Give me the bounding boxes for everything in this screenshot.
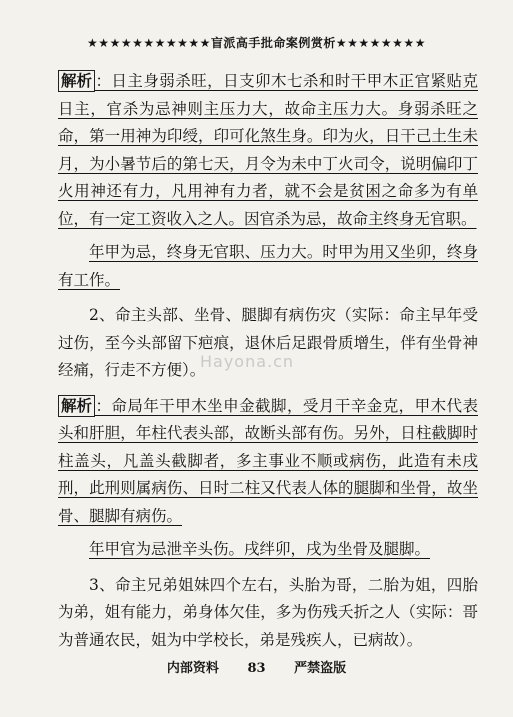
analysis-paragraph-1: [58, 68, 478, 233]
footer-left-text: 内部资料: [166, 661, 219, 676]
year-note-1: 年甲为忌，终身无官职、压力大。时甲为用又坐卯，终身有工作。: [58, 243, 478, 289]
watermark: Hayona.cn: [200, 352, 295, 371]
page-number: 83: [247, 661, 266, 676]
footer-right-text: 严禁盗版: [294, 661, 347, 676]
analysis-paragraph-2: [58, 393, 478, 531]
analysis-label-1: 解析: [58, 70, 95, 92]
page-footer: [0, 657, 513, 676]
year-note-2: 年甲官为忌泄辛头伤。戌绊卯，戌为坐骨及腿脚。: [89, 540, 431, 558]
analysis-text-2: ：命局年干甲木坐申金截脚，受月干辛金克，甲木代表头和肝胆，年柱代表头部，故断头部有伤。另外，日柱截脚时柱盖头，凡盖头截脚者，多主事业不顺或病伤，此造有未戌刑，此刑则属病伤、日时二柱又代表人体的腿脚和坐骨，故坐骨、腿脚有病伤。: [58, 396, 478, 525]
running-header: ★★★★★★★★★★★盲派高手批命案例赏析★★★★★★★★: [87, 36, 426, 50]
item-3: 3、命主兄弟姐妹四个左右，头胎为哥，二胎为姐，四胎为弟，姐有能力，弟身体欠佳，多为伤残夭折之人（实际：哥为普通农民，姐为中学校长，弟是残疾人，已病故）。: [58, 575, 478, 649]
analysis-label-2: 解析: [58, 395, 95, 417]
analysis-text-1: ：日主身弱杀旺，日支卯木七杀和时干甲木正官紧贴克日主，官杀为忌神则主压力大，故命主压力大。身弱杀旺之命，第一用神为印绶，印可化煞生身。印为火，日干己土生未月，为小暑节后的第七天，月令为未中丁火司令，说明偏印丁火用神还有力，凡用神有力者，就不会是贫困之命多为有单位，有一定工资收入之人。因官杀为忌，故命主终身无官职。: [58, 72, 478, 228]
item-2: 2、命主头部、坐骨、腿脚有病伤灾（实际：命主早年受过伤，至今头部留下疤痕，退休后足跟骨质增生，伴有坐骨神经痛，行走不方便）。: [58, 306, 478, 379]
